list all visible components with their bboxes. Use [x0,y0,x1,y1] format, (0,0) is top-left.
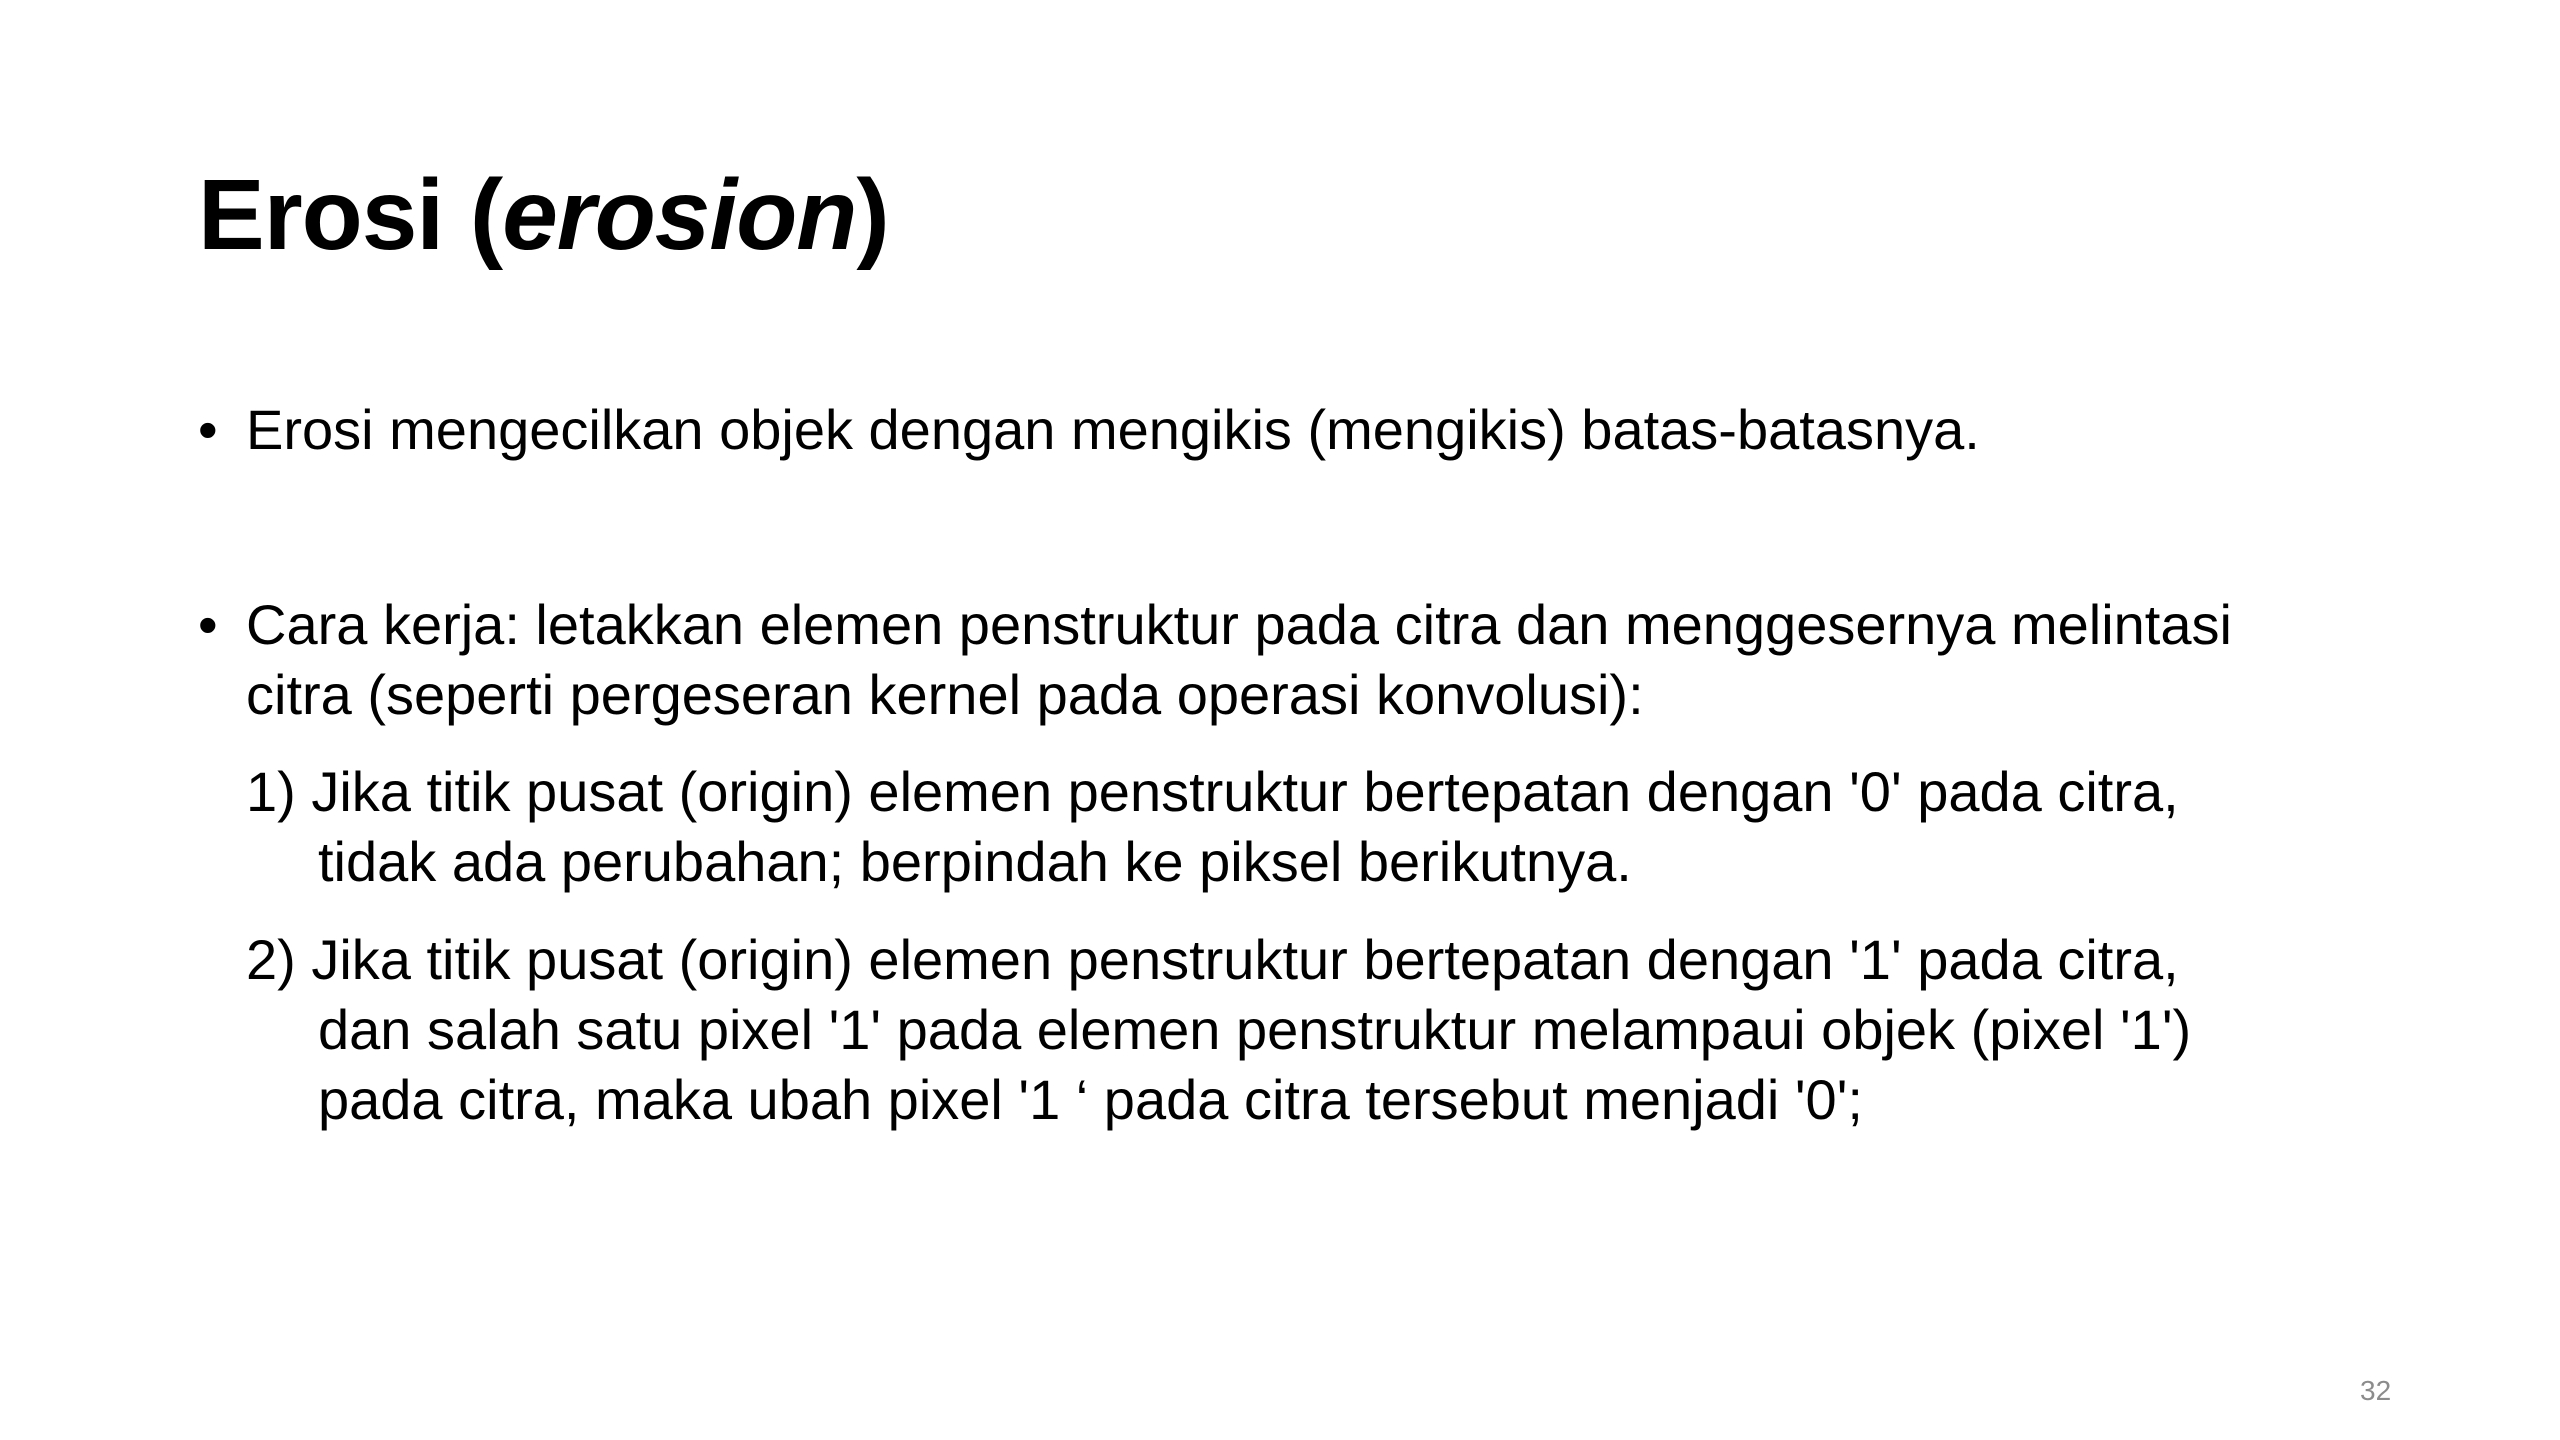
page-number: 32 [2360,1375,2392,1406]
bullet-text-line: citra (seperti pergeseran kernel pada operasi konvolusi): [246,663,1644,726]
bullet-marker: • [198,398,218,461]
step-text-line: pada citra, maka ubah pixel '1 ‘ pada citra tersebut menjadi '0'; [318,1068,1863,1131]
title-close: ) [856,159,889,271]
numbered-step [246,925,2191,1135]
bullet-marker: • [198,593,218,656]
step-text-line: tidak ada perubahan; berpindah ke piksel berikutnya. [318,830,1632,893]
slide-title [198,150,889,280]
bullet-text-block [246,590,2232,730]
numbered-step [246,757,2179,897]
step-text-line: 2) Jika titik pusat (origin) elemen penstruktur bertepatan dengan '1' pada citra, [246,928,2179,991]
step-text-line: dan salah satu pixel '1' pada elemen penstruktur melampaui objek (pixel '1') [318,998,2192,1061]
bullet-text-line: Cara kerja: letakkan elemen penstruktur pada citra dan menggesernya melintasi [246,593,2232,656]
title-italic: erosion [502,159,857,271]
title-main: Erosi ( [198,159,503,271]
step-text-line: 1) Jika titik pusat (origin) elemen penstruktur bertepatan dengan '0' pada citra, [246,760,2179,823]
bullet-text: Erosi mengecilkan objek dengan mengikis (mengikis) batas-batasnya. [246,398,1980,461]
